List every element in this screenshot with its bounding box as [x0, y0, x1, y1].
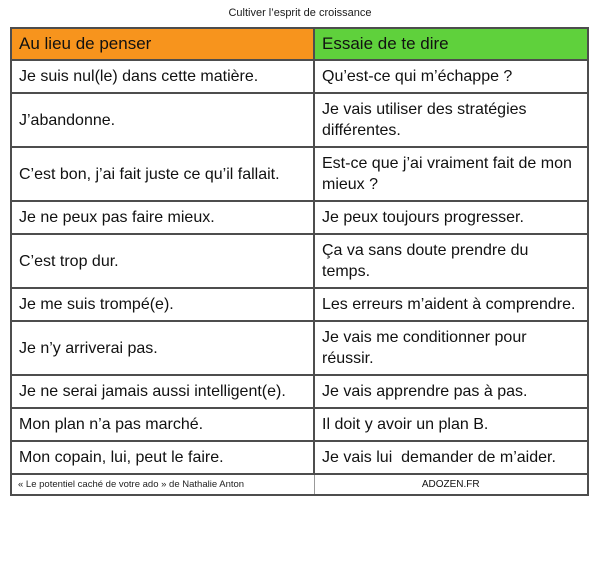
growth-mindset-cell: Est-ce que j’ai vraiment fait de mon mieux ? — [314, 147, 588, 201]
growth-mindset-table — [10, 27, 589, 496]
fixed-mindset-cell: Je suis nul(le) dans cette matière. — [11, 60, 314, 93]
fixed-mindset-cell: C’est bon, j’ai fait juste ce qu’il fallait. — [11, 147, 314, 201]
fixed-mindset-cell: J’abandonne. — [11, 93, 314, 147]
fixed-mindset-cell: Mon plan n’a pas marché. — [11, 408, 314, 441]
table-row — [11, 234, 588, 288]
fixed-mindset-cell: Je ne serai jamais aussi intelligent(e). — [11, 375, 314, 408]
column-header-say: Essaie de te dire — [314, 28, 588, 60]
table-row — [11, 441, 588, 474]
growth-mindset-cell: Je vais apprendre pas à pas. — [314, 375, 588, 408]
fixed-mindset-cell: Mon copain, lui, peut le faire. — [11, 441, 314, 474]
growth-mindset-cell: Les erreurs m’aident à comprendre. — [314, 288, 588, 321]
table-row — [11, 60, 588, 93]
table-row — [11, 288, 588, 321]
page-title: Cultiver l’esprit de croissance — [228, 7, 372, 19]
fixed-mindset-cell: C’est trop dur. — [11, 234, 314, 288]
growth-mindset-cell: Je vais lui demander de m’aider. — [314, 441, 588, 474]
fixed-mindset-cell: Je ne peux pas faire mieux. — [11, 201, 314, 234]
footer-row — [11, 474, 588, 495]
table-row — [11, 147, 588, 201]
source-credit: « Le potentiel caché de votre ado » de Nathalie Anton — [11, 474, 314, 495]
table-row — [11, 201, 588, 234]
table-row — [11, 375, 588, 408]
fixed-mindset-cell: Je me suis trompé(e). — [11, 288, 314, 321]
table-row — [11, 321, 588, 375]
website-credit: ADOZEN.FR — [314, 474, 588, 495]
fixed-mindset-cell: Je n’y arriverai pas. — [11, 321, 314, 375]
column-header-instead: Au lieu de penser — [11, 28, 314, 60]
growth-mindset-cell: Il doit y avoir un plan B. — [314, 408, 588, 441]
growth-mindset-cell: Ça va sans doute prendre du temps. — [314, 234, 588, 288]
table-row — [11, 408, 588, 441]
header-row — [11, 28, 588, 60]
growth-mindset-cell: Je peux toujours progresser. — [314, 201, 588, 234]
growth-mindset-cell: Qu’est-ce qui m’échappe ? — [314, 60, 588, 93]
table-row — [11, 93, 588, 147]
growth-mindset-cell: Je vais utiliser des stratégies différentes. — [314, 93, 588, 147]
growth-mindset-cell: Je vais me conditionner pour réussir. — [314, 321, 588, 375]
